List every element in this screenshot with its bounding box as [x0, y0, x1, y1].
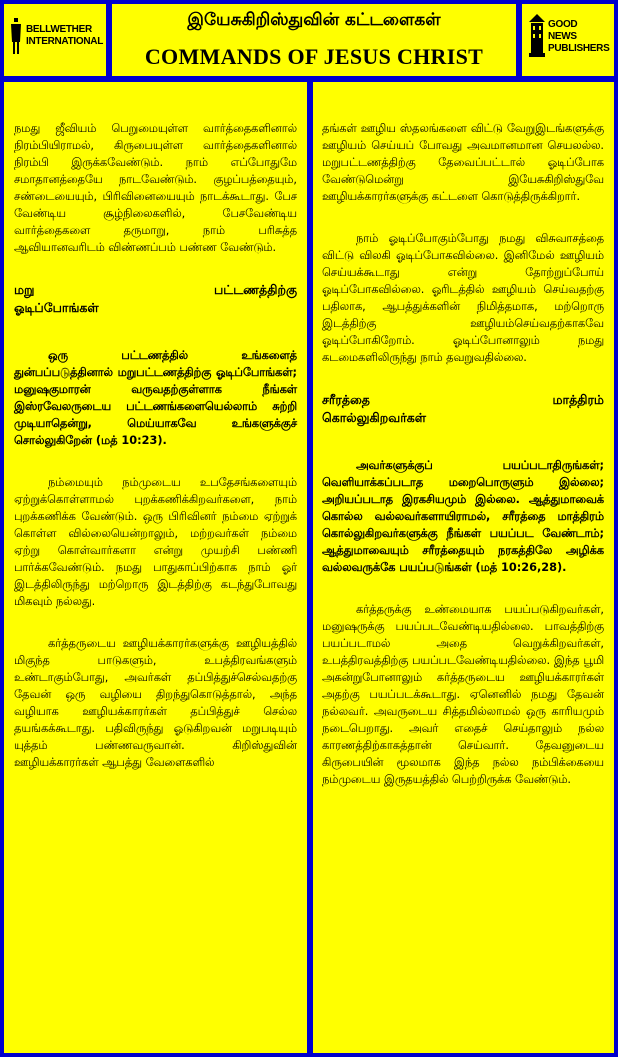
header-left-logo-box	[4, 4, 106, 76]
bellwether-figure-icon	[8, 16, 24, 56]
right-paragraph-3: கர்த்தருக்கு உண்மையாக பயப்படுகிறவர்கள், மனுஷருக்கு பயப்படவேண்டியதில்லை. பாவத்திற்கு பயப்படாமல் அதை வெறுக்கிறவர்கள், உபத்திரவத்திற்கு பயப்படவேண்டியதில்லை. இந்த பூமி அகன்றுபோனாலும் கர்த்தருடைய ஊழியக்காரர்கள் அதற்கு பயப்படக்கூடாது. ஏனெனில் நமது தேவன் நல்லவர். அவருடைய சித்தமில்லாமல் ஒரு காரியமும் நடைபெறாது. அவர் எதைச் செய்தாலும் நல்ல காரணத்திற்காகத்தான் செய்வார். தேவனுடைய கிருபையின் மூலமாக இந்த நல்ல நம்பிக்கையை நம்முடைய இருதயத்தில் பெற்றிருக்க வேண்டும்.	[322, 603, 604, 786]
right-section-heading	[322, 391, 604, 427]
left-heading-line-2: ஓடிப்போங்கள்	[14, 300, 99, 315]
building-icon	[528, 14, 546, 60]
left-section-heading	[14, 281, 297, 317]
left-heading-word-1: மறு	[14, 282, 35, 297]
left-paragraph-3: கர்த்தருடைய ஊழியக்காரர்களுக்கு ஊழியத்தில் மிகுந்த பாடுகளும், உபத்திரவங்களும் உண்டாகும்போது, அவர்கள் தப்பித்துச்செல்வதற்கு தேவன் ஒரு வழியை திறந்துகொடுத்தால், அந்த வழியாக ஊழியக்காரர்கள் தப்பித்துச் செல்ல தயங்கக்கூடாது. பதிவிருந்து ஓடுகிறவன் மறுபடியும் யுத்தம் பண்ணவருவான். கிறிஸ்துவின் ஊழியக்காரர்கள் ஆபத்து வேளைகளில்	[14, 637, 297, 769]
right-column	[313, 82, 614, 1053]
left-paragraph-1: நமது ஜீவியம் பெறுமையுள்ள வார்த்தைகளினால் நிரம்பியிராமல், கிருபையுள்ள வார்த்தைகளினால் நிரம்பி இருக்கவேண்டும். நாம் எப்போதுமே சமாதானத்தையே நாடவேண்டும். குழப்பத்தையும், சண்டையையும், பிரிவினையையும் நாடக்கூடாது. பேச வேண்டிய சூழ்நிலைகளில், பேசவேண்டிய வார்த்தைகளை தருமாறு, நாம் பரிசுத்த ஆவியானவரிடம் விண்ணப்பம் பண்ண வேண்டும்.	[14, 122, 297, 254]
right-heading-line-2: கொல்லுகிறவர்கள்	[322, 410, 427, 425]
bellwether-logo-text: BELLWETHER INTERNATIONAL	[26, 24, 104, 47]
title-english: COMMANDS OF JESUS CHRIST	[144, 44, 484, 69]
left-heading-word-2: பட்டணத்திற்கு	[213, 282, 297, 297]
right-heading-word-2: மாத்திரம்	[552, 392, 604, 407]
header-title-box	[112, 4, 516, 76]
left-paragraph-2: நம்மையும் நம்முடைய உபதேசங்களையும் ஏற்றுக்கொள்ளாமல் புறக்கணிக்கிறவர்களை, நாம் புறக்கணிக்க வேண்டும். ஒரு பிரிவினர் நம்மை ஏற்றுக் கொள்ள வில்லையென்றாலும், மற்றவர்கள் நம்மை ஏற்று கொள்வார்களா என்று முயற்சி பண்ணி பார்க்கவேண்டும். நமது பாதுகாப்பிற்காக நாம் ஓர் இடத்திலிருந்து மற்றொரு இடத்திற்கு கடந்துபோவது மிகவும் நல்லது.	[14, 476, 297, 608]
title-tamil: இயேசுகிறிஸ்துவின் கட்டளைகள்	[187, 10, 441, 30]
right-paragraph-2: நாம் ஓடிப்போகும்போது நமது விசுவாசத்தை விட்டு விலகி ஓடிப்போகவில்லை. இனிமேல் ஊழியம் செய்யக்கூடாது என்று தோற்றுப்போய் ஓடிப்போகவில்லை. ஓரிடத்தில் ஊழியம் செய்வதற்கு பதிலாக, ஆபத்துக்களின் நிமித்தமாக, மற்றொரு இடத்திற்கு ஊழியம்செய்வதற்காகவே ஓடிப்போகிறோம். ஓடிப்போனாலும் நமது கடமைகளிலிருந்து நாம் தவறுவதில்லை.	[322, 232, 604, 364]
good-news-logo-text: GOOD NEWS PUBLISHERS	[548, 19, 610, 54]
right-heading-word-1: சரீரத்தை	[322, 392, 370, 407]
right-paragraph-1: தங்கள் ஊழிய ஸ்தலங்களை விட்டு வேறுஇடங்களுக்கு ஊழியம் செய்யப் போவது அவமானமான செயலல்ல. மறுபட்டணத்திற்கு தேவைப்பட்டால் ஓடிப்போக வேண்டுமென்று இயேசுகிறிஸ்துவே ஊழியக்காரர்களுக்கு கட்டளை கொடுத்திருக்கிறார்.	[322, 122, 604, 203]
right-scripture-quote: அவர்களுக்குப் பயப்படாதிருங்கள்; வெளியாக்கப்படாத மறைபொருளும் இல்லை; அறியப்படாத இரகசியமும் இல்லை. ஆத்துமாவைக் கொல்ல வல்லவர்களாயிராமல், சரீரத்தை மாத்திரம் கொல்லுகிறவர்களுக்கு நீங்கள் பயப்பட வேண்டாம்; ஆத்துமாவையும் சரீரத்தையும் நரகத்திலே அழிக்க வல்லவருக்கே பயப்படுங்கள் (மத் 10:26,28).	[322, 459, 604, 574]
bellwether-logo	[8, 16, 104, 56]
left-scripture-quote: ஒரு பட்டணத்தில் உங்களைத் துன்பப்படுத்தினால் மறுபட்டணத்திற்கு ஓடிப்போங்கள்; மனுஷகுமாரன் வருவதற்குள்ளாக நீங்கள் இஸ்ரவேலருடைய பட்டணங்களையெல்லாம் சுற்றி முடியாதென்று, மெய்யாகவே உங்களுக்குச் சொல்லுகிறேன் (மத் 10:23).	[14, 349, 297, 447]
header-right-logo-box	[522, 4, 614, 76]
good-news-logo	[528, 14, 608, 60]
left-column	[4, 82, 307, 1053]
